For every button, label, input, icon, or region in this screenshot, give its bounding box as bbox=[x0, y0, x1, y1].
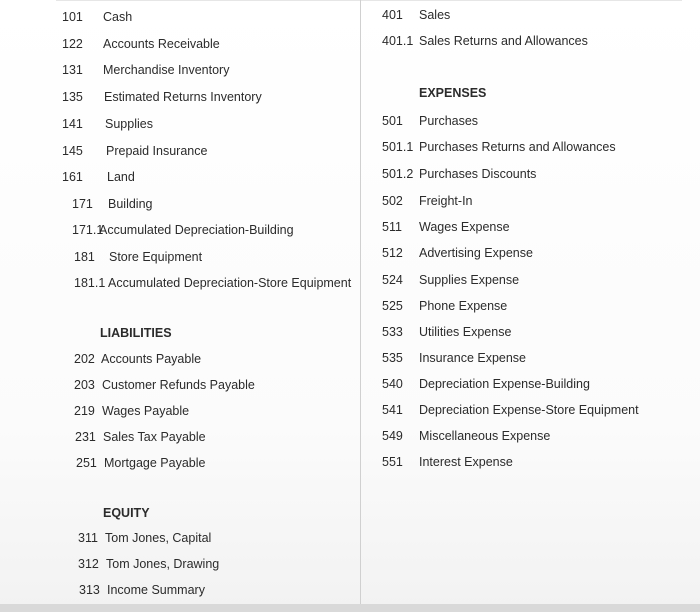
account-number: 540 bbox=[382, 377, 403, 391]
account-row bbox=[62, 9, 132, 25]
account-name: Miscellaneous Expense bbox=[419, 429, 551, 443]
account-number: 181.1 bbox=[74, 276, 106, 290]
account-number: 171 bbox=[72, 197, 93, 211]
expenses-heading: EXPENSES bbox=[419, 86, 487, 100]
account-row bbox=[382, 219, 510, 235]
account-name: Supplies bbox=[105, 117, 153, 131]
account-row bbox=[382, 139, 616, 155]
account-name: Tom Jones, Drawing bbox=[106, 557, 220, 571]
account-row bbox=[62, 196, 152, 212]
account-row bbox=[62, 275, 351, 291]
account-name: Merchandise Inventory bbox=[103, 63, 230, 77]
account-name: Interest Expense bbox=[419, 455, 513, 469]
column-divider bbox=[360, 0, 361, 612]
account-number: 525 bbox=[382, 299, 403, 313]
account-row bbox=[382, 402, 639, 418]
account-row bbox=[382, 324, 511, 340]
account-number: 512 bbox=[382, 246, 403, 260]
account-name: Estimated Returns Inventory bbox=[104, 90, 262, 104]
equity-heading: EQUITY bbox=[103, 506, 150, 520]
account-row bbox=[74, 351, 201, 367]
account-row bbox=[382, 454, 513, 470]
account-row bbox=[62, 222, 294, 238]
account-row bbox=[62, 169, 135, 185]
account-name: Prepaid Insurance bbox=[106, 144, 208, 158]
account-number: 181 bbox=[74, 250, 95, 264]
account-number: 551 bbox=[382, 455, 403, 469]
account-number: 501 bbox=[382, 114, 403, 128]
account-row bbox=[382, 350, 526, 366]
account-number: 401 bbox=[382, 8, 403, 22]
account-row bbox=[75, 429, 206, 445]
account-name: Sales Tax Payable bbox=[103, 430, 206, 444]
account-number: 501.2 bbox=[382, 167, 414, 181]
account-row bbox=[79, 582, 205, 598]
account-row bbox=[62, 62, 229, 78]
account-row bbox=[382, 166, 536, 182]
account-name: Freight-In bbox=[419, 194, 473, 208]
account-row bbox=[382, 428, 550, 444]
account-number: 202 bbox=[74, 352, 95, 366]
account-number: 311 bbox=[78, 531, 98, 545]
account-number: 549 bbox=[382, 429, 403, 443]
account-name: Wages Payable bbox=[102, 404, 190, 418]
account-number: 161 bbox=[62, 170, 83, 184]
account-row bbox=[62, 89, 262, 105]
account-row bbox=[62, 249, 202, 265]
account-name: Supplies Expense bbox=[419, 273, 520, 287]
account-row bbox=[76, 455, 205, 471]
bottom-edge bbox=[0, 604, 700, 612]
account-name: Customer Refunds Payable bbox=[102, 378, 255, 392]
account-name: Utilities Expense bbox=[419, 325, 512, 339]
account-name: Wages Expense bbox=[419, 220, 510, 234]
account-row bbox=[382, 245, 533, 261]
account-name: Advertising Expense bbox=[419, 246, 533, 260]
account-row bbox=[78, 556, 219, 572]
account-row bbox=[62, 116, 153, 132]
account-row bbox=[78, 530, 211, 546]
account-name: Income Summary bbox=[107, 583, 205, 597]
account-name: Purchases Discounts bbox=[419, 167, 537, 181]
account-number: 141 bbox=[62, 117, 83, 131]
account-number: 131 bbox=[62, 63, 83, 77]
account-row bbox=[382, 113, 478, 129]
account-number: 511 bbox=[382, 220, 402, 234]
account-row bbox=[382, 376, 590, 392]
account-number: 502 bbox=[382, 194, 403, 208]
account-name: Accounts Receivable bbox=[103, 37, 220, 51]
account-row bbox=[382, 298, 507, 314]
top-rule bbox=[56, 0, 682, 1]
account-name: Phone Expense bbox=[419, 299, 508, 313]
account-name: Depreciation Expense-Building bbox=[419, 377, 590, 391]
account-number: 312 bbox=[78, 557, 99, 571]
account-name: Building bbox=[108, 197, 153, 211]
account-number: 219 bbox=[74, 404, 95, 418]
account-number: 122 bbox=[62, 37, 83, 51]
account-number: 535 bbox=[382, 351, 403, 365]
account-number: 313 bbox=[79, 583, 100, 597]
account-number: 171.1 bbox=[72, 223, 104, 237]
account-name: Land bbox=[107, 170, 135, 184]
account-name: Sales bbox=[419, 8, 451, 22]
liabilities-heading: LIABILITIES bbox=[100, 326, 172, 340]
account-row bbox=[74, 377, 255, 393]
account-name: Cash bbox=[103, 10, 133, 24]
account-number: 401.1 bbox=[382, 34, 414, 48]
account-name: Tom Jones, Capital bbox=[105, 531, 212, 545]
account-number: 251 bbox=[76, 456, 97, 470]
account-row bbox=[382, 193, 473, 209]
account-number: 101 bbox=[62, 10, 83, 24]
account-row bbox=[382, 7, 450, 23]
account-name: Depreciation Expense-Store Equipment bbox=[419, 403, 639, 417]
account-number: 501.1 bbox=[382, 140, 414, 154]
account-name: Store Equipment bbox=[109, 250, 203, 264]
account-number: 231 bbox=[75, 430, 96, 444]
account-name: Accounts Payable bbox=[101, 352, 202, 366]
account-row bbox=[382, 33, 588, 49]
account-name: Mortgage Payable bbox=[104, 456, 206, 470]
account-name: Accumulated Depreciation-Store Equipment bbox=[108, 276, 352, 290]
account-name: Purchases Returns and Allowances bbox=[419, 140, 616, 154]
account-number: 533 bbox=[382, 325, 403, 339]
account-row bbox=[62, 143, 207, 159]
account-number: 541 bbox=[382, 403, 403, 417]
account-number: 524 bbox=[382, 273, 403, 287]
account-row bbox=[74, 403, 189, 419]
account-row bbox=[382, 272, 519, 288]
account-row bbox=[62, 36, 220, 52]
account-name: Sales Returns and Allowances bbox=[419, 34, 588, 48]
account-name: Accumulated Depreciation-Building bbox=[99, 223, 294, 237]
account-name: Insurance Expense bbox=[419, 351, 527, 365]
account-number: 135 bbox=[62, 90, 83, 104]
account-number: 203 bbox=[74, 378, 95, 392]
account-name: Purchases bbox=[419, 114, 479, 128]
account-number: 145 bbox=[62, 144, 83, 158]
